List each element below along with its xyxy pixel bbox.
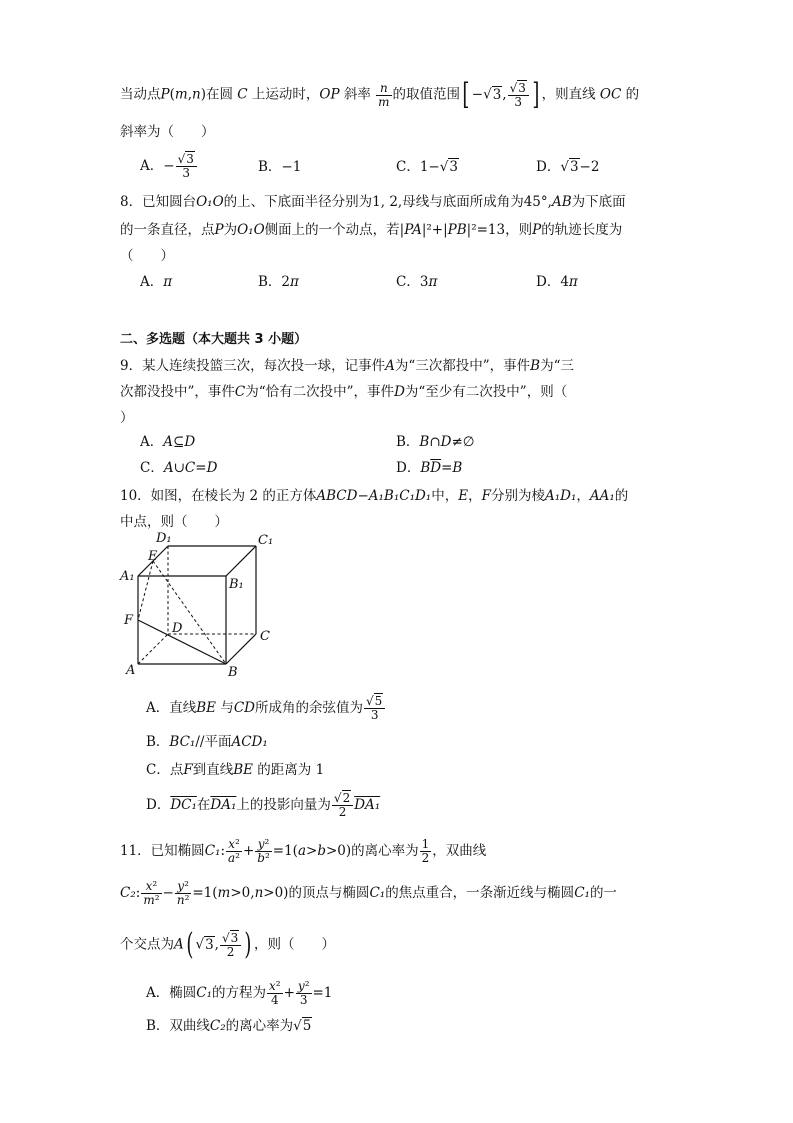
text: 为 <box>223 222 238 238</box>
label-c1: C₁ <box>258 533 274 548</box>
text: ，则（ ） <box>253 936 335 953</box>
option-label: B． <box>258 159 282 175</box>
q11-option-b[interactable]: B．双曲线C₂的离心率为√5 <box>146 1018 312 1034</box>
segment-ef-hidden <box>138 561 153 620</box>
q11-line-3: 个交点为A( √3, $\frac{√3}{2}$ ) ，则（ ） <box>120 927 335 962</box>
text: 为“恰有二次投中”，事件 <box>245 384 395 400</box>
text: 为下底面 <box>571 194 626 210</box>
text: 的方程为 <box>212 985 266 1001</box>
label-a: A <box>126 663 136 678</box>
text: 的一条直径，点 <box>120 222 215 238</box>
label-a1: A₁ <box>120 569 135 584</box>
q10-line-1: 10．如图，在棱长为 2 的正方体ABCD−A₁B₁C₁D₁中，E，F分别为棱A₁D₁，AA₁的 <box>120 488 629 504</box>
q11-option-a[interactable]: A．椭圆C₁的方程为 $\frac{\text{x²}}{4}$ + $\frac{\text{y²}}{3}$ =1 <box>146 979 333 1007</box>
q9-option-b[interactable]: B．B∩D≠∅ <box>396 434 475 450</box>
label-d1: D₁ <box>156 531 172 546</box>
text: 当动点 <box>120 86 161 103</box>
option-label: A． <box>140 158 164 174</box>
text: A．椭圆 <box>146 985 197 1001</box>
fraction-sqrt3-over-3: $\frac{√3}{3}$ <box>508 82 529 109</box>
text: 的 <box>625 86 640 103</box>
text: 上的投影向量为 <box>236 797 331 813</box>
text: 9．某人连续投篮三次，每次投一球，记事件 <box>120 358 386 374</box>
q8-line-3: （ ） <box>120 248 174 264</box>
text: 的轨迹长度为 <box>541 222 623 238</box>
label-e: E <box>148 549 158 564</box>
section-title: 二、多选题（本大题共 3 小题） <box>120 332 308 347</box>
q9-line-1: 9．某人连续投篮三次，每次投一球，记事件A为“三次都投中”，事件B为“三 <box>120 358 574 374</box>
text: 的离心率为 <box>225 1018 294 1034</box>
label-d: D <box>172 621 183 636</box>
q7-option-d[interactable]: D．√3−2 <box>536 159 600 175</box>
text: ，双曲线 <box>432 843 487 859</box>
text: 在 <box>196 797 211 813</box>
text: D． <box>146 797 171 813</box>
option-label: B． <box>258 274 282 290</box>
text: 到直线 <box>192 762 234 778</box>
text: 侧面上的一个动点，若 <box>264 222 400 238</box>
text: 的取值范围 <box>392 86 461 103</box>
q9-option-a[interactable]: A．A⊆D <box>140 434 196 450</box>
text: 的顶点与椭圆 <box>288 885 370 901</box>
option-label: C． <box>396 159 420 175</box>
fraction-n-over-m: $\frac{n}{m}$ <box>378 80 390 109</box>
option-label: C． <box>396 274 420 290</box>
label-b1: B₁ <box>229 577 244 592</box>
q8-option-d[interactable]: D．4π <box>536 274 578 290</box>
q10-option-d[interactable]: D．DC₁在DA₁上的投影向量为 $\frac{√2}{2}$ DA₁ <box>146 791 381 819</box>
q11-line-1: 11．已知椭圆C₁: $\frac{\text{x²}}{\text{a²}}$ + $\frac{\text{y²}}{\text{b²}}$ =1(a>b>0)的离心率为 $\frac{1}{2}$ ，双曲线 <box>120 837 487 865</box>
label-f: F <box>124 613 134 628</box>
q9-line-3: ） <box>120 410 134 426</box>
text: 的上、下底面半径分别为 <box>223 194 373 210</box>
q9-option-c[interactable]: C．A∪C=D <box>140 460 218 476</box>
text: 在圆 <box>205 86 233 103</box>
q11-line-2: C₂: $\frac{\text{x²}}{\text{m²}}$ − $\frac{\text{y²}}{\text{n²}}$ =1(m>0,n>0)的顶点与椭圆C₁的焦点重合，一条渐近线与椭圆C₁的一 <box>120 879 617 907</box>
text: 所成角的余弦值为 <box>254 700 363 716</box>
q8-option-a[interactable]: A．π <box>140 274 173 290</box>
option-label: D． <box>536 274 561 290</box>
text: 为“至少有二次投中”，则（ <box>404 384 568 400</box>
cube-figure <box>118 530 288 680</box>
text: ，则 <box>505 222 533 238</box>
text: 11．已知椭圆 <box>120 843 205 859</box>
q10-line-2: 中点，则（ ） <box>120 514 228 530</box>
text: 为“三 <box>540 358 574 374</box>
text: 的离心率为 <box>351 843 419 859</box>
q8-option-c[interactable]: C．3π <box>396 274 438 290</box>
text: 中， <box>431 488 459 504</box>
q10-option-c[interactable]: C．点F到直线BE 的距离为 1 <box>146 762 325 778</box>
text: 为“三次都投中”，事件 <box>394 358 531 374</box>
text: 的距离为 1 <box>257 762 325 778</box>
text: 母线与底面所成角为 <box>402 194 524 210</box>
text: 平面 <box>204 734 232 750</box>
q10-option-b[interactable]: B．BC₁//平面ACD₁ <box>146 734 268 750</box>
option-label: A． <box>140 274 164 290</box>
q9-line-2: 次都没投中”，事件C为“恰有二次投中”，事件D为“至少有二次投中”，则（ <box>120 384 568 400</box>
q8-option-b[interactable]: B．2π <box>258 274 299 290</box>
label-c: C <box>260 629 270 644</box>
q8-line-1: 8．已知圆台O₁O的上、下底面半径分别为1, 2,母线与底面所成角为45°,AB为下底面 <box>120 194 626 210</box>
text: C．点 <box>146 762 184 778</box>
text: 的一 <box>589 885 617 901</box>
q7-option-a[interactable]: A．− $\frac{√3}{3}$ <box>140 153 198 180</box>
text: 上运动时， <box>251 86 320 103</box>
text: B． <box>146 734 170 750</box>
edge-bc <box>226 634 256 664</box>
text: 分别为棱 <box>490 488 545 504</box>
option-label: B． <box>396 434 420 450</box>
q7-option-b[interactable]: B．−1 <box>258 159 302 175</box>
q7-line-2: 斜率为（ ） <box>120 124 215 140</box>
q9-option-d[interactable]: D．$B\overline{D}=B$ <box>396 460 463 476</box>
text: A．直线 <box>146 700 197 716</box>
text: 与 <box>220 700 234 716</box>
text: 斜率 <box>343 86 371 103</box>
text: 8．已知圆台 <box>120 194 197 210</box>
q7-line-1: 当动点P(m,n)在圆 C 上运动时，OP 斜率 $\frac{n}{m}$ 的取值范围[ −√3, $\frac{√3}{3}$ ] ，则直线 OC 的 <box>120 77 640 112</box>
text: 次都没投中”，事件 <box>120 384 235 400</box>
edge-b1c1 <box>226 546 256 576</box>
text: 的焦点重合，一条渐近线与椭圆 <box>385 885 575 901</box>
text: 10．如图，在棱长为 2 的正方体 <box>120 488 317 504</box>
option-label: C． <box>140 460 164 476</box>
option-label: A． <box>140 434 164 450</box>
text: 个交点为 <box>120 936 174 953</box>
q10-option-a[interactable]: A．直线BE 与CD所成角的余弦值为 $\frac{√5}{3}$ <box>146 695 386 722</box>
q8-line-2: 的一条直径，点P为O₁O侧面上的一个动点，若|PA|²+|PB|²=13，则P的轨迹长度为 <box>120 222 623 238</box>
option-label: D． <box>396 460 421 476</box>
option-label: D． <box>536 159 561 175</box>
edge-ad-hidden <box>138 634 168 664</box>
text: B．双曲线 <box>146 1018 210 1034</box>
q7-option-c[interactable]: C．1−√3 <box>396 159 458 175</box>
text: ，则直线 <box>541 86 596 103</box>
label-b: B <box>228 665 238 680</box>
